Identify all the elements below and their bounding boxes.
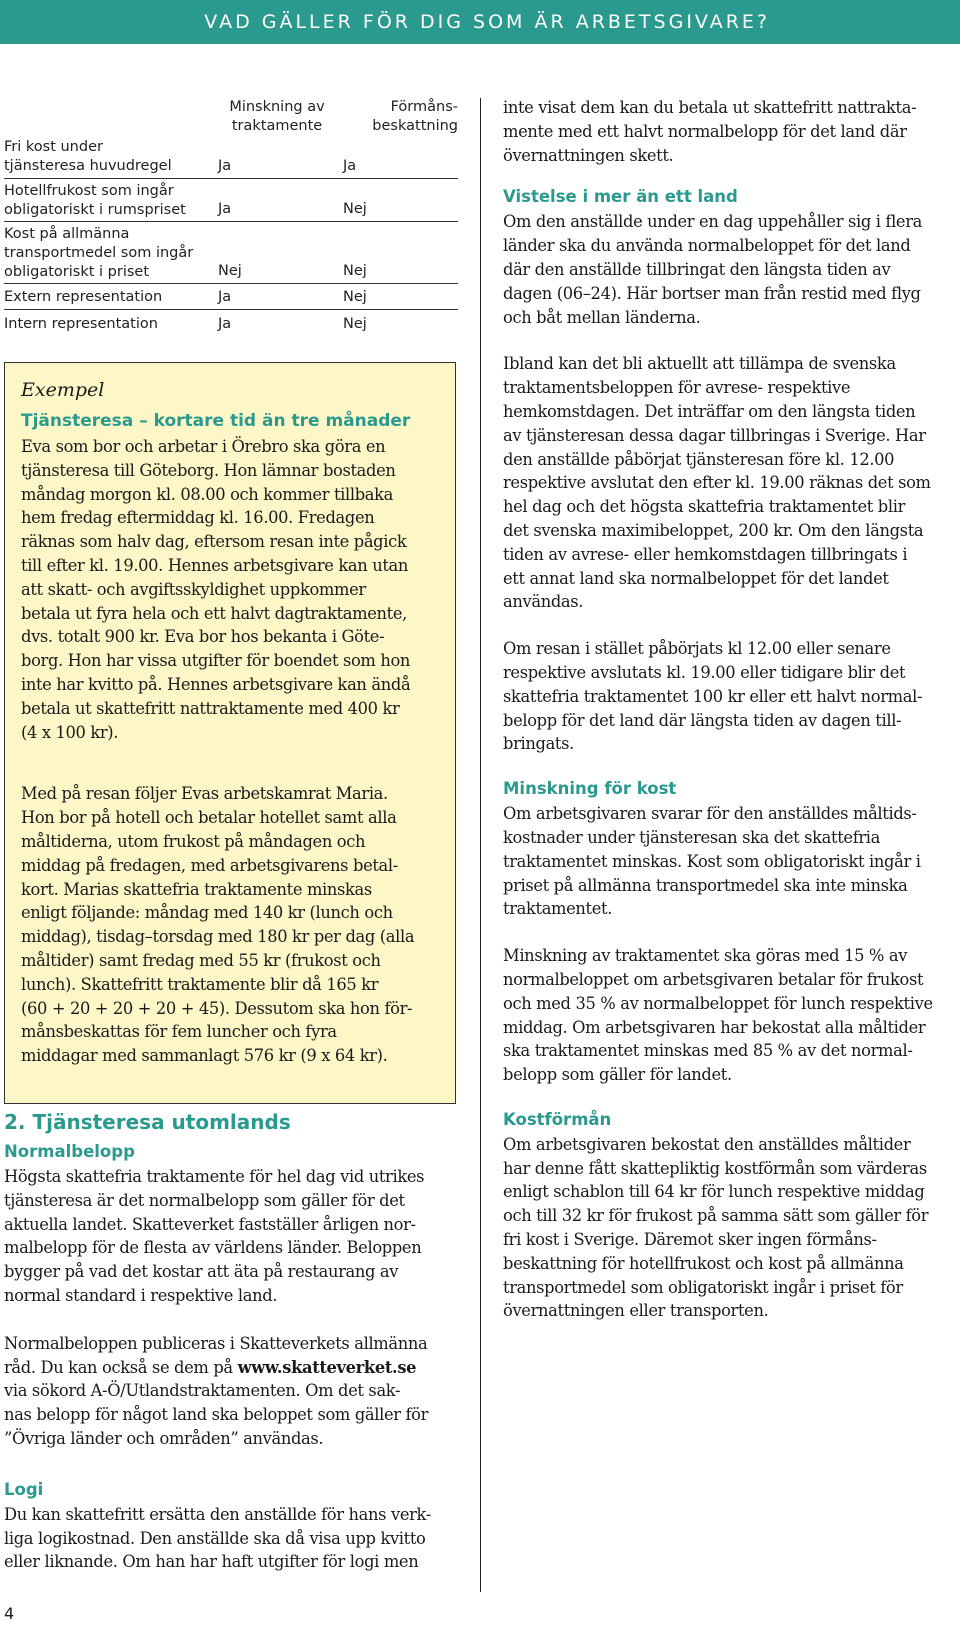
multiple-countries-paragraph	[503, 210, 958, 329]
text-line: normalbeloppet om arbetsgivaren betalar för frukost	[503, 969, 924, 989]
table-row	[4, 284, 458, 310]
header-line: Förmåns-	[390, 99, 458, 115]
header-line: Minskning av	[229, 99, 325, 115]
text-line: övernattningen eller transporten.	[503, 1301, 769, 1321]
right-column	[503, 96, 958, 1323]
text-line: belopp för det land där längsta tiden av dagen till-	[503, 710, 902, 730]
text-line: måltider) samt fredag med 55 kr (frukost och	[21, 950, 381, 970]
example-paragraph-1	[21, 435, 441, 744]
text-line: ska traktamentet minskas med 85 % av det normal-	[503, 1041, 913, 1061]
text-line: övernattningen skett.	[503, 145, 674, 165]
text-line: tiden av avrese- eller hemkomstdagen tillbringats i	[503, 544, 908, 564]
text-line: inte visat dem kan du betala ut skattefritt nattrakta-	[503, 98, 917, 117]
table-row	[4, 310, 458, 336]
row-value-reduction: Ja	[218, 289, 232, 305]
text-line: lunch). Skattefritt traktamente blir då 165 kr	[21, 974, 379, 994]
text-line: eller liknande. Om han har haft utgifter för logi men	[4, 1552, 419, 1572]
text-line: respektive avslutats kl. 19.00 eller tidigare blir det	[503, 662, 906, 682]
text-line: aktuella landet. Skatteverket fastställer årligen nor-	[4, 1214, 416, 1234]
text-line: Med på resan följer Evas arbetskamrat Maria.	[21, 784, 388, 804]
text-line: att skatt- och avgiftsskyldighet uppkommer	[21, 579, 366, 599]
text-line: där den anställde tillbringat den längsta tiden av	[503, 259, 891, 279]
table-header-reduction	[218, 98, 336, 136]
row-value-reduction: Ja	[218, 158, 232, 174]
text-line	[4, 1356, 460, 1380]
meal-reduction-heading: Minskning för kost	[503, 779, 677, 799]
text-line: Om arbetsgivaren bekostat den anställdes måltider	[503, 1134, 911, 1154]
example-box	[4, 362, 456, 1104]
text-line: Om resan i stället påbörjats kl 12.00 eller senare	[503, 639, 891, 659]
text-line: betala ut fyra hela och ett halvt dagtraktamente,	[21, 603, 407, 623]
page-number: 4	[4, 1604, 15, 1623]
text-line: Ibland kan det bli aktuellt att tillämpa de svenska	[503, 354, 896, 374]
text-line: mente med ett halvt normalbelopp för det land där	[503, 121, 907, 141]
text-line: till efter kl. 19.00. Hennes arbetsgivare kan utan	[21, 555, 409, 575]
text-line: (4 x 100 kr).	[21, 722, 119, 742]
section-2-heading: 2. Tjänsteresa utomlands	[4, 1110, 291, 1134]
table-row	[4, 222, 458, 284]
text-line: kort. Marias skattefria traktamente minskas	[21, 879, 372, 899]
table-header-taxation	[340, 98, 458, 136]
row-value-reduction: Ja	[218, 316, 232, 332]
multiple-countries-heading: Vistelse i mer än ett land	[503, 187, 738, 207]
example-title: Tjänsteresa – kortare tid än tre månader	[21, 411, 411, 431]
text-line: hel dag och det högsta skattefria traktamentet blir	[503, 497, 905, 517]
text-line: ”Övriga länder och områden” användas.	[4, 1428, 324, 1448]
text-line: hem fredag eftermiddag kl. 16.00. Fredagen	[21, 508, 375, 528]
banner-title: VAD GÄLLER FÖR DIG SOM ÄR ARBETSGIVARE?	[204, 11, 770, 33]
meal-reduction-paragraph-1	[503, 802, 958, 921]
row-value-taxation: Nej	[343, 289, 367, 305]
text-line: Du kan skattefritt ersätta den anställde för hans verk-	[4, 1504, 431, 1524]
normalbelopp-paragraph-2	[4, 1332, 460, 1451]
text-line: dvs. totalt 900 kr. Eva bor hos bekanta i Göte-	[21, 627, 385, 647]
text-line: måltiderna, utom frukost på måndagen och	[21, 831, 366, 851]
text-line: priset på allmänna transportmedel ska inte minska	[503, 875, 908, 895]
text-line: tjänsteresa är det normalbelopp som gäller för det	[4, 1190, 405, 1210]
text-line: användas.	[503, 592, 584, 612]
meal-reduction-paragraph-2	[503, 944, 958, 1087]
text-line: har denne fått skattepliktig kostförmån som värderas	[503, 1158, 927, 1178]
text-line: hemkomstdagen. Det inträffar om den längsta tiden	[503, 401, 916, 421]
text-line: av tjänsteresan dessa dagar tillbringas i Sverige. Har	[503, 425, 926, 445]
row-value-taxation: Ja	[343, 158, 357, 174]
text-line: skattefria traktamentet 100 kr eller ett halvt normal-	[503, 686, 923, 706]
text-line: och båt mellan länderna.	[503, 307, 701, 327]
meal-benefit-heading: Kostförmån	[503, 1109, 612, 1129]
text-line: inte har kvitto på. Hennes arbetsgivare kan ändå	[21, 674, 411, 694]
logi-paragraph	[4, 1503, 460, 1574]
row-label-line: Hotellfrukost som ingår	[4, 183, 174, 199]
logi-continued-paragraph	[503, 96, 958, 167]
row-value-taxation: Nej	[343, 263, 367, 279]
swedish-amounts-paragraph	[503, 352, 958, 614]
text-line: enligt schablon till 64 kr för lunch respektive middag	[503, 1182, 925, 1202]
text-line: och till 32 kr för frukost på samma sätt som gäller för	[503, 1206, 929, 1226]
text-line: (60 + 20 + 20 + 20 + 45). Dessutom ska hon för-	[21, 998, 413, 1018]
column-divider	[480, 98, 481, 1592]
text-line: månsbeskattas för fem luncher och fyra	[21, 1022, 337, 1042]
text-line: via sökord A-Ö/Utlandstraktamenten. Om det sak-	[4, 1381, 401, 1401]
text-line: bygger på vad det kostar att äta på restaurang av	[4, 1262, 399, 1282]
header-line: traktamente	[231, 118, 323, 134]
text-line: middagar med sammanlagt 576 kr (9 x 64 kr).	[21, 1046, 388, 1066]
table-row	[4, 179, 458, 222]
text-line: Normalbeloppen publiceras i Skatteverkets allmänna	[4, 1333, 428, 1353]
page-banner	[0, 0, 960, 44]
row-label	[4, 225, 214, 282]
text-line: Minskning av traktamentet ska göras med 15 % av	[503, 946, 908, 966]
text-line: liga logikostnad. Den anställde ska då visa upp kvitto	[4, 1528, 426, 1548]
text-line: traktamentet minskas. Kost som obligatoriskt ingår i	[503, 851, 921, 871]
row-label-line: obligatoriskt i priset	[4, 264, 150, 280]
row-label: Extern representation	[4, 289, 163, 305]
text-line: och med 35 % av normalbeloppet för lunch respektive	[503, 993, 933, 1013]
text-line: ett annat land ska normalbeloppet för det landet	[503, 568, 889, 588]
text-line: kostnader under tjänsteresan ska det skattefria	[503, 827, 881, 847]
text-line: Om arbetsgivaren svarar för den anställdes måltids-	[503, 804, 917, 824]
row-value-taxation: Nej	[343, 201, 367, 217]
row-label-line: obligatoriskt i rumspriset	[4, 202, 186, 218]
table-row	[4, 138, 458, 179]
row-label-line: transportmedel som ingår	[4, 245, 194, 261]
meal-benefit-paragraph	[503, 1133, 958, 1323]
text-line: Om den anställde under en dag uppehåller sig i flera	[503, 212, 923, 232]
text-line: länder ska du använda normalbeloppet för det land	[503, 236, 911, 256]
text-line: beskattning för hotellfrukost och kost på allmänna	[503, 1253, 904, 1273]
text-line: traktamentsbeloppen för avrese- respektive	[503, 378, 851, 398]
text-line: den anställde påbörjat tjänsteresan före kl. 12.00	[503, 449, 895, 469]
text-line: nas belopp för något land ska beloppet som gäller för	[4, 1405, 429, 1425]
text-line: dagen (06–24). Här bortser man från restid med flyg	[503, 283, 921, 303]
text-line: bringats.	[503, 734, 574, 754]
normalbelopp-heading: Normalbelopp	[4, 1142, 135, 1161]
benefits-table	[4, 98, 458, 336]
text-line: transportmedel som obligatoriskt ingår i priset för	[503, 1277, 903, 1297]
text-line: fri kost i Sverige. Däremot sker ingen förmåns-	[503, 1230, 877, 1250]
text-line: middag), tisdag–torsdag med 180 kr per dag (alla	[21, 927, 415, 947]
skatteverket-link[interactable]: www.skatteverket.se	[237, 1357, 417, 1377]
example-label: Exempel	[21, 379, 105, 401]
row-label-line: Fri kost under	[4, 139, 103, 155]
text-line: Hon bor på hotell och betalar hotellet samt alla	[21, 808, 397, 828]
row-label	[4, 182, 214, 220]
header-line: beskattning	[372, 118, 458, 134]
table-header	[4, 98, 458, 138]
section-2	[4, 1108, 460, 1574]
text-line: Högsta skattefria traktamente för hel dag vid utrikes	[4, 1167, 425, 1186]
text-fragment: råd. Du kan också se dem på	[4, 1357, 238, 1377]
row-label-line: tjänsteresa huvudregel	[4, 158, 172, 174]
text-line: traktamentet.	[503, 899, 613, 919]
text-line: det svenska maximibeloppet, 200 kr. Om den längsta	[503, 520, 924, 540]
row-value-taxation: Nej	[343, 316, 367, 332]
row-label-line: Kost på allmänna	[4, 226, 130, 242]
text-line: respektive avslutat den efter kl. 19.00 räknas det som	[503, 473, 931, 493]
text-line: Eva som bor och arbetar i Örebro ska göra en	[21, 437, 386, 456]
text-line: malbelopp för de flesta av världens länder. Beloppen	[4, 1238, 422, 1258]
row-value-reduction: Ja	[218, 201, 232, 217]
normalbelopp-paragraph-1	[4, 1165, 460, 1308]
text-line: middag på fredagen, med arbetsgivarens betal-	[21, 855, 398, 875]
text-line: belopp som gäller för landet.	[503, 1065, 732, 1085]
half-day-paragraph	[503, 637, 958, 756]
row-value-reduction: Nej	[218, 263, 242, 279]
text-line: enligt följande: måndag med 140 kr (lunch och	[21, 903, 393, 923]
text-line: normal standard i respektive land.	[4, 1285, 278, 1305]
text-line: tjänsteresa till Göteborg. Hon lämnar bostaden	[21, 460, 396, 480]
logi-heading: Logi	[4, 1479, 44, 1499]
text-line: middag. Om arbetsgivaren har bekostat alla måltider	[503, 1017, 926, 1037]
text-line: måndag morgon kl. 08.00 och kommer tillbaka	[21, 484, 394, 504]
text-line: betala ut skattefritt nattraktamente med 400 kr	[21, 698, 400, 718]
text-line: borg. Hon har vissa utgifter för boendet som hon	[21, 651, 411, 671]
row-label: Intern representation	[4, 316, 158, 332]
text-line: räknas som halv dag, eftersom resan inte pågick	[21, 532, 407, 552]
row-label	[4, 138, 214, 176]
example-paragraph-2	[21, 782, 441, 1068]
